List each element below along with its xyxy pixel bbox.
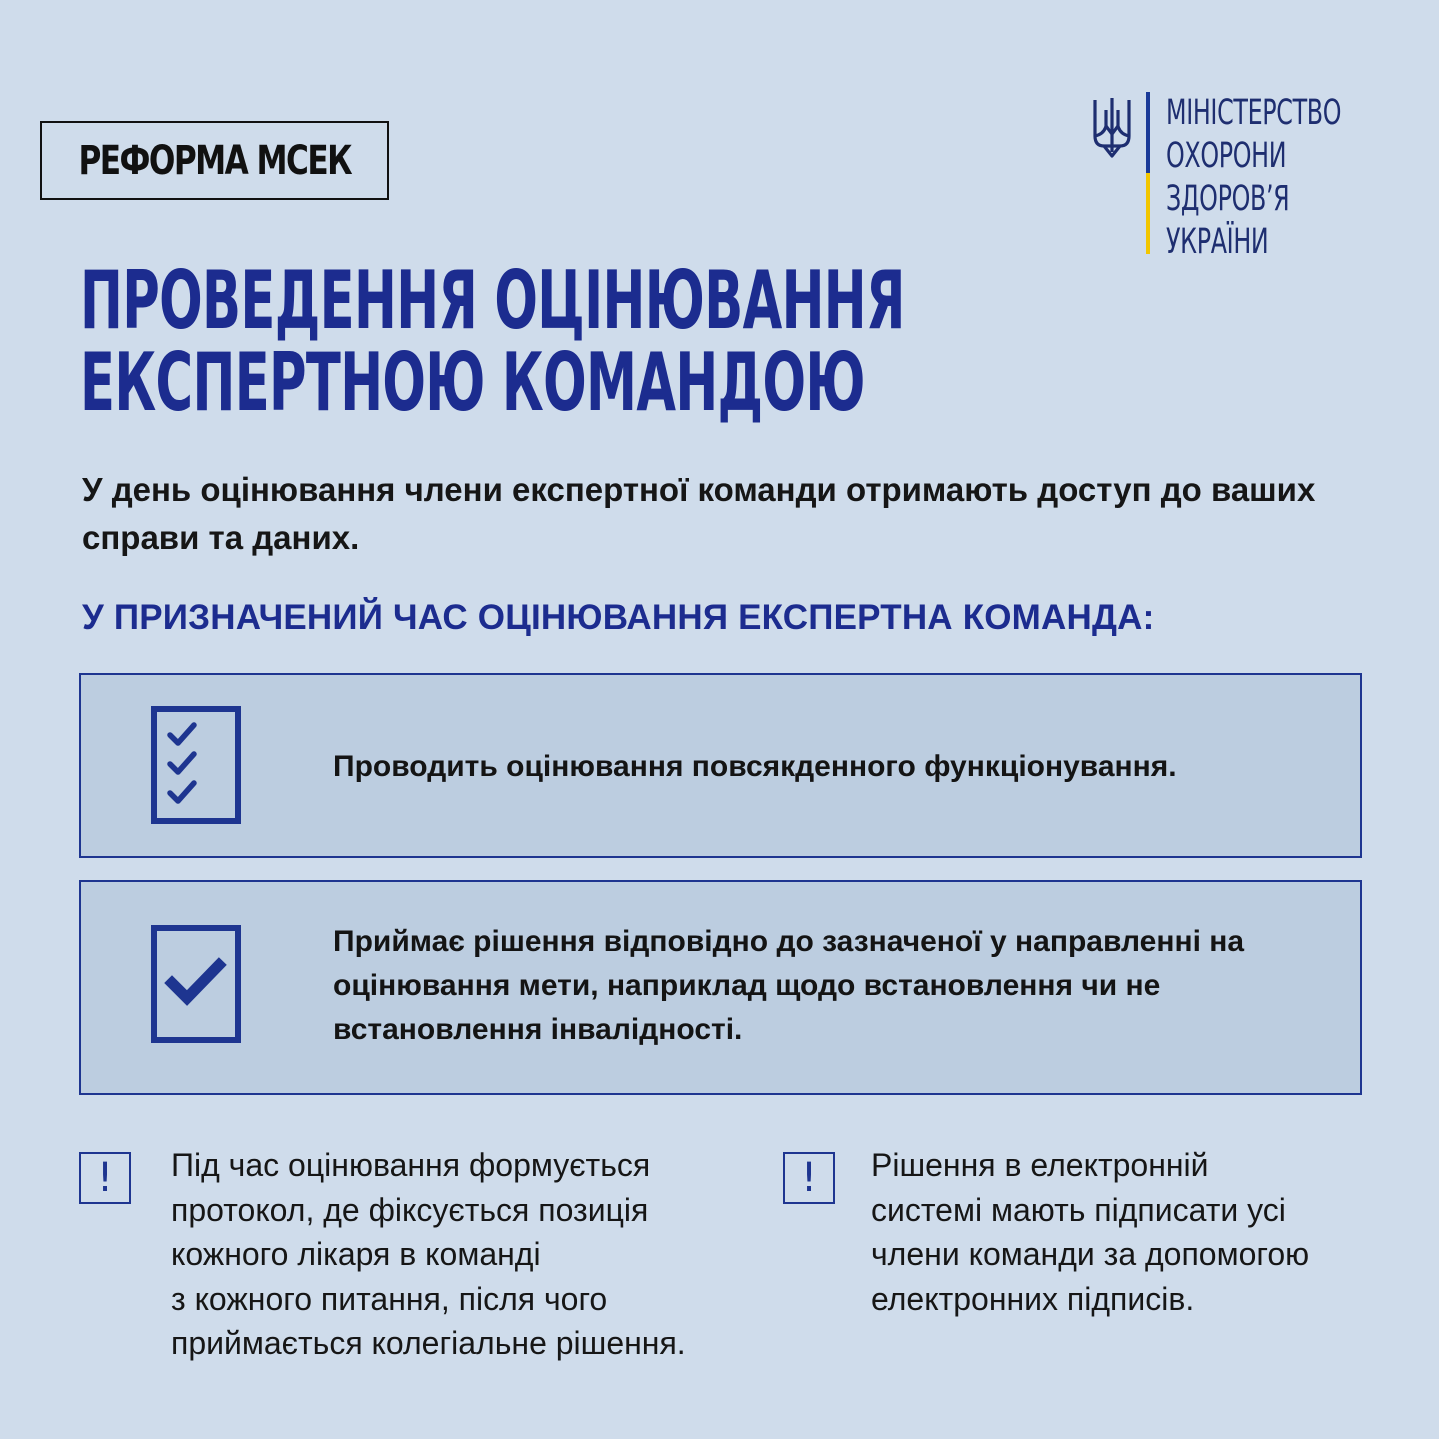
info-card bbox=[79, 673, 1362, 858]
exclamation-icon: ! bbox=[79, 1152, 131, 1204]
ministry-line: ОХОРОНИ bbox=[1166, 136, 1287, 176]
intro-text: У день оцінювання члени експертної команди отримають доступ до ваших справи та даних. bbox=[82, 471, 1316, 556]
note-line: електронних підписів. bbox=[871, 1280, 1195, 1317]
ministry-divider bbox=[1146, 92, 1150, 254]
reform-tag bbox=[40, 121, 389, 200]
trident-emblem-icon bbox=[1092, 96, 1132, 160]
ministry-line: МІНІСТЕРСТВО bbox=[1166, 93, 1342, 133]
page-title bbox=[80, 254, 905, 429]
ministry-line: ЗДОРОВ’Я bbox=[1166, 179, 1290, 219]
checkbox-checked-icon bbox=[151, 925, 243, 1045]
note-line: протокол, де фіксується позиція bbox=[171, 1191, 649, 1228]
note-line: системі мають підписати усі bbox=[871, 1191, 1286, 1228]
info-card bbox=[79, 880, 1362, 1095]
ministry-logo bbox=[1092, 92, 1424, 264]
note-line: з кожного питання, після чого bbox=[171, 1280, 608, 1317]
checklist-icon bbox=[151, 706, 243, 826]
reform-tag-label: РЕФОРМА МСЕК bbox=[78, 137, 351, 184]
ministry-line: УКРАЇНИ bbox=[1166, 222, 1269, 262]
exclamation-icon: ! bbox=[783, 1152, 835, 1204]
note-text bbox=[171, 1143, 686, 1366]
note-line: Рішення в електронній bbox=[871, 1147, 1209, 1183]
note-line: кожного лікаря в команді bbox=[171, 1236, 541, 1272]
note-line: приймається колегіальне рішення. bbox=[171, 1325, 686, 1361]
section-subheading: У ПРИЗНАЧЕНИЙ ЧАС ОЦІНЮВАННЯ ЕКСПЕРТНА КОМАНДА: bbox=[82, 598, 1155, 637]
note-text bbox=[871, 1143, 1309, 1321]
card-text: Проводить оцінювання повсякденного функціонування. bbox=[333, 750, 1177, 783]
note-line: Під час оцінювання формується bbox=[171, 1147, 651, 1183]
page-title-line: ЕКСПЕРТНОЮ КОМАНДОЮ bbox=[80, 336, 865, 429]
ministry-name bbox=[1166, 92, 1341, 264]
note-line: члени команди за допомогою bbox=[871, 1236, 1310, 1272]
page-title-line: ПРОВЕДЕННЯ ОЦІНЮВАННЯ bbox=[80, 254, 905, 347]
card-text: Приймає рішення відповідно до зазначеної у направленні на оцінювання мети, наприклад щодо встановлення чи не встановлення інвалідності. bbox=[333, 925, 1245, 1046]
